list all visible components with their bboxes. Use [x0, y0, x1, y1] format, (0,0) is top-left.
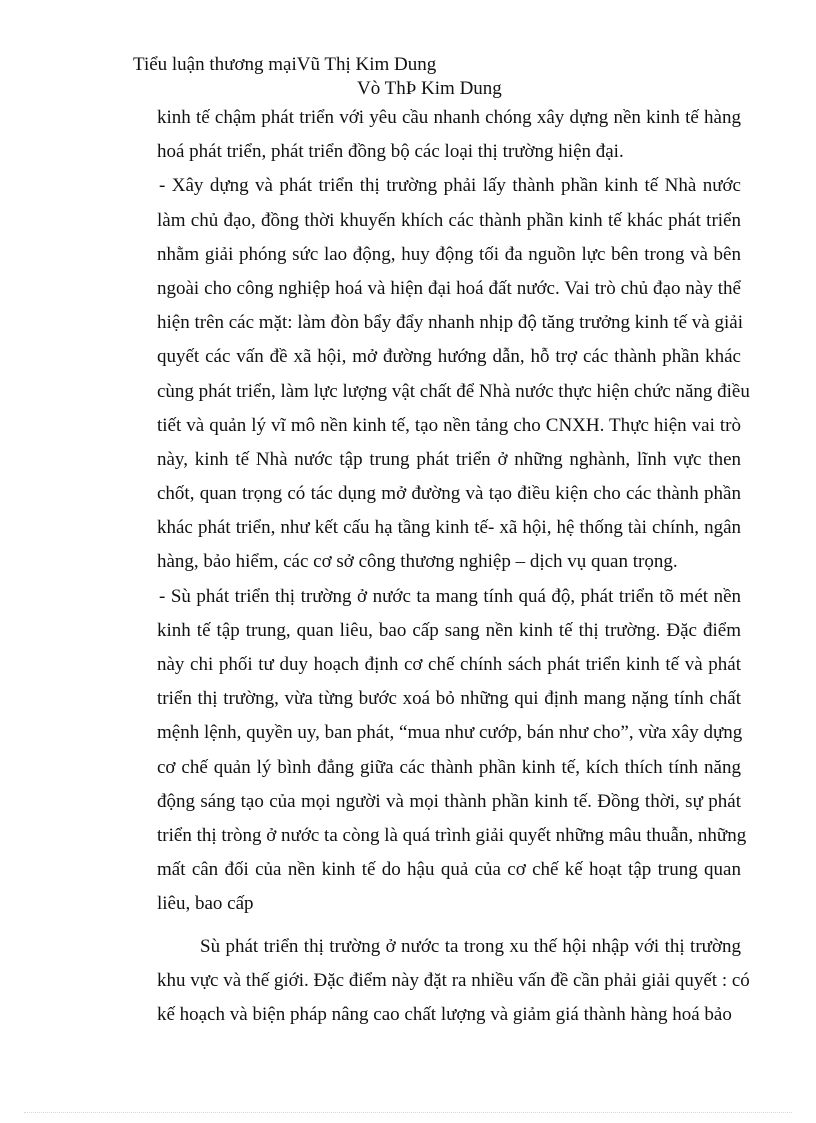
- paragraph-transition: [157, 580, 747, 922]
- text-line: khác phát triển, như kết cấu hạ tầng kinh tế- xã hội, hệ thống tài chính, ngân: [157, 517, 741, 539]
- text-line: triển thị trường, vừa từng bước xoá bỏ những qui định mang nặng tính chất: [157, 688, 741, 710]
- text-line: nhằm giải phóng sức lao động, huy động tối đa nguồn lực bên trong và bên: [157, 243, 741, 265]
- paragraph-continuation: [157, 101, 741, 169]
- text-line: chốt, quan trọng có tác dụng mở đường và tạo điều kiện cho các thành phần: [157, 483, 741, 505]
- text-line: - Xây dựng và phát triển thị trường phải lấy thành phần kinh tế Nhà nước: [159, 175, 741, 197]
- text-line: kinh tế chậm phát triển với yêu cầu nhanh chóng xây dựng nền kinh tế hàng: [157, 107, 741, 128]
- text-line: kế hoạch và biện pháp nâng cao chất lượng và giảm giá thành hàng hoá bảo: [157, 1003, 732, 1025]
- text-line: cùng phát triển, làm lực lượng vật chất để Nhà nước thực hiện chức năng điều: [157, 380, 750, 402]
- text-line: quyết các vấn đề xã hội, mở đường hướng dẫn, hỗ trợ các thành phần khác: [157, 346, 741, 368]
- page-footer-divider: [24, 1112, 792, 1113]
- text-line: Sù phát triển thị trường ở nước ta trong xu thế hội nhập với thị trường: [200, 935, 741, 957]
- text-line: mất cân đối của nền kinh tế do hậu quả của cơ chế kế hoạt tập trung quan: [157, 859, 741, 881]
- paragraph-state-sector: [157, 169, 750, 579]
- text-line: mệnh lệnh, quyền uy, ban phát, “mua như cướp, bán như cho”, vừa xây dựng: [157, 722, 743, 744]
- text-line: triển thị tròng ở nước ta còng là quá trình giải quyết những mâu thuẫn, những: [157, 824, 747, 846]
- document-body: [157, 101, 750, 1032]
- text-line: ngoài cho công nghiệp hoá và hiện đại hoá đất nước. Vai trò chủ đạo này thể: [157, 277, 741, 299]
- text-line: tiết và quản lý vĩ mô nền kinh tế, tạo nền tảng cho CNXH. Thực hiện vai trò: [157, 414, 741, 436]
- text-line: khu vực và thế giới. Đặc điểm này đặt ra nhiều vấn đề cần phải giải quyết : có: [157, 969, 750, 991]
- text-line: này chi phối tư duy hoạch định cơ chế chính sách phát triển kinh tế và phát: [157, 654, 741, 675]
- text-line: động sáng tạo của mọi người và mọi thành phần kinh tế. Đồng thời, sự phát: [157, 790, 741, 812]
- document-header-title: Tiểu luận thương mạiVũ Thị Kim Dung: [133, 54, 437, 75]
- text-line: này, kinh tế Nhà nước tập trung phát triển ở những nghành, lĩnh vực then: [157, 448, 741, 470]
- text-line: hiện trên các mặt: làm đòn bẩy đẩy nhanh nhịp độ tăng trưởng kinh tế và giải: [157, 312, 743, 334]
- paragraph-integration: [157, 930, 750, 1033]
- document-header-author: Vò ThÞ Kim Dung: [357, 78, 502, 99]
- text-line: - Sù phát triển thị trường ở nước ta mang tính quá độ, phát triển tõ mét nền: [159, 585, 741, 607]
- text-line: cơ chế quản lý bình đẳng giữa các thành phần kinh tế, kích thích tính năng: [157, 756, 741, 778]
- text-line: làm chủ đạo, đồng thời khuyến khích các thành phần kinh tế khác phát triển: [157, 209, 741, 231]
- text-line: hàng, bảo hiểm, các cơ sở công thương nghiệp – dịch vụ quan trọng.: [157, 551, 678, 573]
- text-line: liêu, bao cấp: [157, 893, 254, 915]
- text-line: kinh tế tập trung, quan liêu, bao cấp sang nền kinh tế thị trường. Đặc điểm: [157, 619, 741, 641]
- text-line: hoá phát triển, phát triển đồng bộ các loại thị trường hiện đại.: [157, 141, 624, 163]
